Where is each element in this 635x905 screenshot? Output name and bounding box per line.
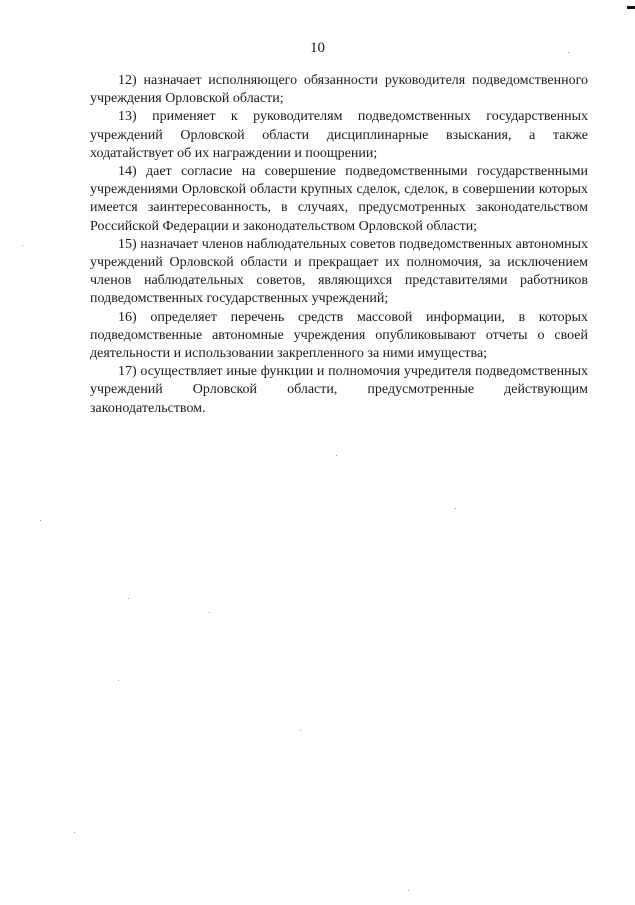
scan-speck	[74, 832, 75, 833]
scan-speck	[118, 680, 119, 681]
scan-speck	[408, 890, 409, 891]
scan-speck	[300, 730, 301, 731]
list-item-13: 13) применяет к руководителям подведомственных государственных учреждений Орловской области дисциплинарные взыскания, а также ходатайствует об их награждении и поощрении;	[90, 109, 588, 161]
scan-speck	[455, 508, 456, 509]
page-number: 10	[310, 40, 325, 56]
scan-speck	[40, 520, 41, 521]
scan-speck	[568, 52, 569, 53]
scan-corner-mark	[627, 6, 635, 9]
list-item-16: 16) определяет перечень средств массовой информации, в которых подведомственные автономные учреждения опубликовывают отчеты о своей деятельности и использовании закрепленного за ними имущества;	[90, 309, 588, 362]
list-item-15: 15) назначает членов наблюдательных советов подведомственных автономных учреждений Орловской области и прекращает их полномочия, за исключением членов наблюдательных советов, являющихся представителями работников подведомственных государственных учреждений;	[90, 236, 588, 307]
list-item-12: 12) назначает исполняющего обязанности руководителя подведомственного учреждения Орловской области;	[90, 73, 588, 107]
document-body	[90, 72, 588, 418]
scan-speck	[336, 455, 337, 456]
list-item-17: 17) осуществляет иные функции и полномочия учредителя подведомственных учреждений Орловской области, предусмотренные действующим законодательством.	[90, 364, 588, 416]
scan-speck	[22, 245, 23, 246]
list-item-14: 14) дает согласие на совершение подведомственными государственными учреждениями Орловской области крупных сделок, сделок, в совершении которых имеется заинтересованность, в случаях, предусмотренных законодательством Российской Федерации и законодательством Орловской области;	[90, 164, 588, 234]
scan-speck	[128, 598, 129, 599]
scan-speck	[209, 612, 210, 613]
